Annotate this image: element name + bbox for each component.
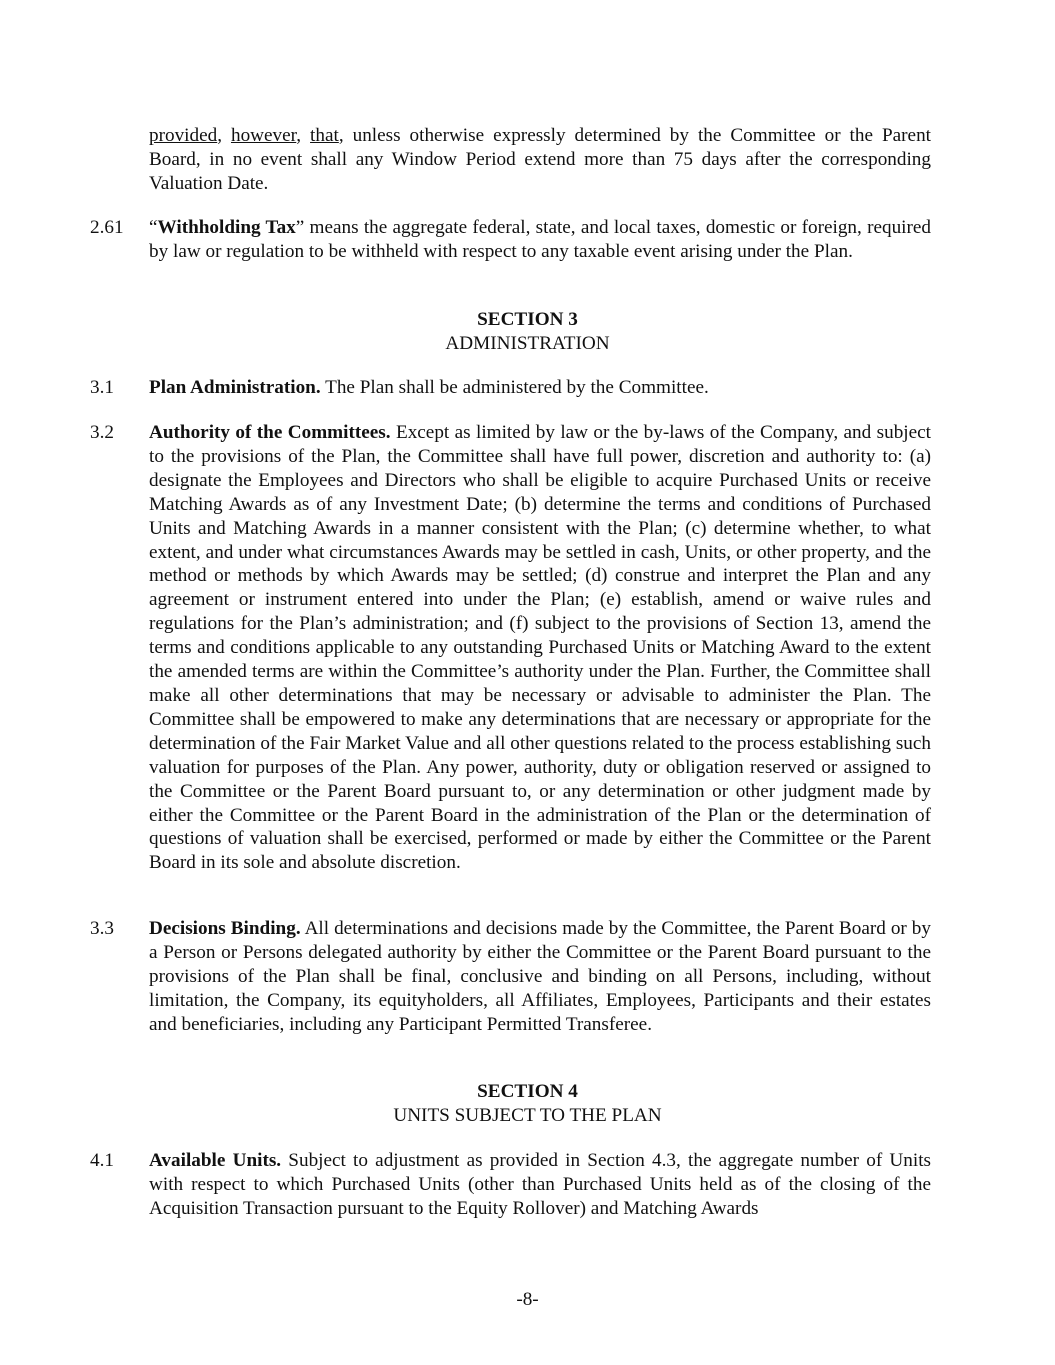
definition-withholding-tax (149, 216, 931, 264)
provided-term: provided (149, 125, 218, 146)
paragraph-3-1 (149, 376, 931, 400)
continuation-paragraph (149, 124, 931, 196)
paragraph-title: Authority of the Committees. (149, 422, 391, 443)
paragraph-title: Plan Administration. (149, 377, 321, 398)
section-4-heading: SECTION 4 (477, 1081, 578, 1102)
close-quote: ” (295, 217, 305, 238)
section-4-title: UNITS SUBJECT TO THE PLAN (393, 1105, 662, 1126)
that-term: that (310, 125, 339, 146)
paragraph-title: Available Units. (149, 1150, 282, 1171)
separator: , (296, 125, 311, 146)
paragraph-title: Decisions Binding. (149, 918, 301, 939)
paragraph-text: Subject to adjustment as provided in Section 4.3, the aggregate number of Units with respect to which Purchased Units (other than Purchased Units held as of the closing of the Acquisition Transaction pursuant to the Equity Rollover) and Matching Awards (149, 1150, 931, 1219)
section-3-heading: SECTION 3 (477, 309, 578, 330)
defined-term: Withholding Tax (157, 217, 296, 238)
continuation-text: , unless otherwise expressly determined by the Committee or the Parent Board, in no event shall any Window Period extend more than 75 days after the corresponding Valuation Date. (149, 125, 931, 194)
page-number: -8- (516, 1289, 539, 1310)
paragraph-3-2 (149, 421, 931, 875)
section-number-3-2: 3.2 (90, 422, 114, 443)
section-number-3-1: 3.1 (90, 377, 114, 398)
paragraph-4-1 (149, 1149, 931, 1221)
section-number-3-3: 3.3 (90, 918, 114, 939)
paragraph-text: The Plan shall be administered by the Committee. (320, 377, 709, 398)
open-quote: “ (149, 217, 158, 238)
paragraph-text: All determinations and decisions made by the Committee, the Parent Board or by a Person or Persons delegated authority by either the Committee or the Parent Board pursuant to the provisions of the Plan shall be final, conclusive and binding on all Persons, including, without limitation, the Company, its equityholders, all Affiliates, Employees, Participants and their estates and beneficiaries, including any Participant Permitted Transferee. (149, 918, 931, 1035)
separator: , (217, 125, 231, 146)
paragraph-text: Except as limited by law or the by-laws of the Company, and subject to the provisions of the Plan, the Committee shall have full power, discretion and authority to: (a) designate the Employees and Directors who shall be eligible to acquire Purchased Units or receive Matching Awards as of any Investment Date; (b) determine the terms and conditions of Purchased Units and Matching Awards in a manner consistent with the Plan; (c) determine whether, to what extent, and under what circumstances Awards may be settled in cash, Units, or other property, and the method or methods by which Awards may be settled; (d) construe and interpret the Plan and any agreement or instrument entered into under the Plan; (e) establish, amend or waive rules and regulations for the Plan’s administration; and (f) subject to the provisions of Section 13, amend the terms and conditions applicable to any outstanding Purchased Units or Matching Award to the extent the amended terms are within the Committee’s authority under the Plan. Further, the Committee shall make all other determinations that may be necessary or advisable to administer the Plan. The Committee shall be empowered to make any determinations that are necessary or appropriate for the determination of the Fair Market Value and all other questions related to the process establishing such valuation for purposes of the Plan. Any power, authority, duty or obligation reserved or assigned to the Committee or the Parent Board pursuant to, or any determination or other judgment made by either the Committee or the Parent Board in the administration of the Plan or the determination of questions of valuation shall be exercised, performed or made by either the Committee or the Parent Board in its sole and absolute discretion. (149, 422, 931, 874)
definition-text: means the aggregate federal, state, and local taxes, domestic or foreign, required by law or regulation to be withheld with respect to any taxable event arising under the Plan. (149, 217, 931, 262)
section-3-title: ADMINISTRATION (445, 333, 610, 354)
however-term: however (230, 125, 297, 146)
paragraph-3-3 (149, 917, 931, 1037)
section-number-4-1: 4.1 (90, 1150, 114, 1171)
section-number-2-61: 2.61 (90, 217, 124, 238)
